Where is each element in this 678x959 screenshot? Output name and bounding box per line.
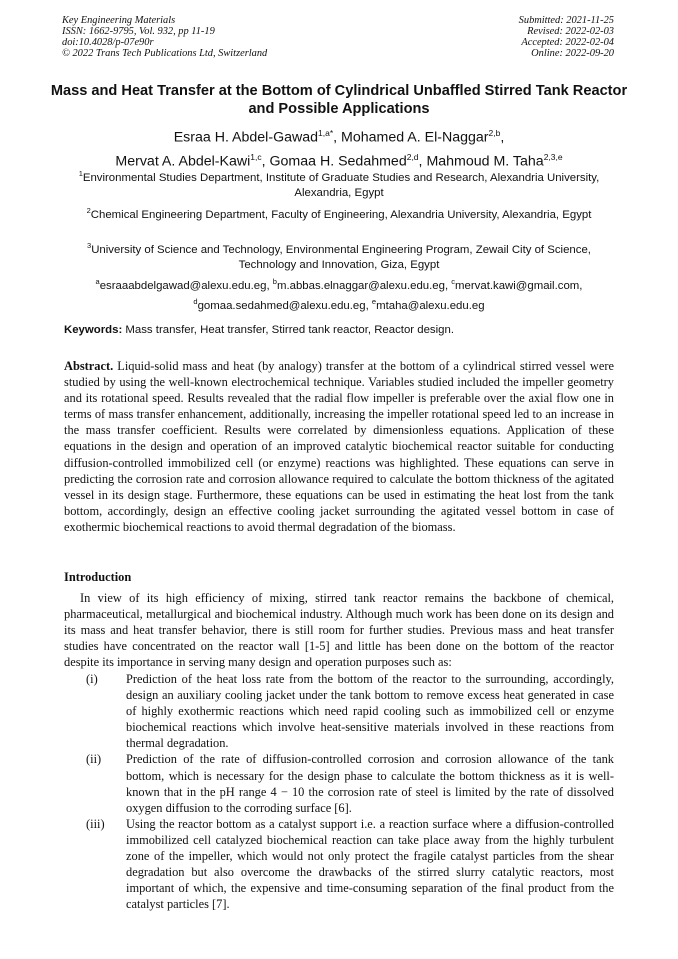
revised-date: Revised: 2022-02-03 [527,26,614,37]
author-name: Mahmoud M. Taha [426,153,544,170]
author-name: Mervat A. Abdel-Kawi [115,153,251,170]
author-sup: 2,d [406,152,419,163]
copyright-line: © 2022 Trans Tech Publications Ltd, Switzerland [62,48,268,59]
doi-line: doi:10.4028/p-07e90r [62,37,154,48]
keywords-label: Keywords: [64,324,123,336]
list-item-number: (iii) [86,816,105,831]
author-sup: 2,3,e [543,152,563,163]
journal-info [62,15,267,59]
accepted-date: Accepted: 2022-02-04 [521,37,614,48]
list-item-text: Prediction of the rate of diffusion-controlled corrosion and corrosion allowance of the tank bottom, which is necessary for the design phase to calculate the bottom thickness as it is well-known that in the pH range 4 − 10 the corrosion rate of steel is limited by the rate of dissolved oxygen diffusion to the corroding surface [6]. [126,752,614,815]
keywords [64,323,624,338]
author-sup: 1,c [250,152,262,163]
list-item-number: (i) [86,672,98,686]
list-item-text: Prediction of the heat loss rate from the bottom of the reactor to the surrounding, accordingly, design an auxiliary cooling jacket under the tank bottom to remove excess heat generated in case of highly exothermic reactions which need rapid cooling such as immobilized cell or enzyme biochemical reactions which involve heat-sensitive materials involved in these reactions from thermal degradation. [126,672,614,751]
section-heading-introduction: Introduction [64,570,132,584]
email-link[interactable]: mtaha@alexu.edu.eg [376,300,485,313]
dates-info [519,15,614,59]
author-name: Mohamed A. El-Naggar [341,129,489,146]
issn-line: ISSN: 1662-9795, Vol. 932, pp 11-19 [62,26,215,37]
keywords-text: Mass transfer, Heat transfer, Stirred tank reactor, Reactor design. [125,324,454,336]
application-list [64,671,614,912]
affiliation-1: $^1$Environmental Studies Department, Institute of Graduate Studies and Research, Alexandria University, Alexandria, Egypt [78,169,600,200]
list-item [64,671,614,751]
abstract-text: Liquid-solid mass and heat (by analogy) transfer at the bottom of a cylindrical stirred vessel were studied by using the well-known electrochemical technique. Variables studied included the impeller geometry and its rotational speed. Results revealed that the radial flow impeller is preferable over the axial flow one in terms of mass transfer enhancement, additionally, increasing the impeller rotational speed led to an increase in the mass transfer coefficient. Results were correlated by dimensionless equations. Application of these equations in the design and operation of an improved catalytic biochemical reactor suitable for conducting diffusion-controlled immobilized cell (or enzyme) reactions was highlighted. These equations can serve in predicting the corrosion rate and corrosion allowance required to calculate the bottom thickness of the agitated vessel in its design stage. Furthermore, these equations can be used in estimating the heat lost from the tank bottom, accordingly, design an effective cooling jacket surrounding the agitated vessel bottom in case of exothermic biochemical reactions to avoid thermal degradation of the biomass. [64,359,614,534]
list-item [64,816,614,913]
list-item [64,751,614,815]
affiliation-2: $^2$Chemical Engineering Department, Faculty of Engineering, Alexandria University, Alexandria, Egypt [86,206,592,221]
list-item-text: Using the reactor bottom as a catalyst support i.e. a reaction surface where a diffusion-controlled immobilized cell catalyzed biochemical reaction can take place away from the highly turbulent zone of the impeller, which would not only protect the fragile catalyst particles from the shear degradation but also overcome the drawbacks of the stirred slurry catalytic reactors, most important of which, the expensive and time-consuming separation of the final product from the catalyst particles [7]. [126,816,614,912]
journal-name: Key Engineering Materials [62,15,176,26]
affiliation-3: $^3$University of Science and Technology, Environmental Engineering Program, Zewail City of Science, Technology and Innovation, Giza, Egypt [87,241,591,272]
submitted-date: Submitted: 2021-11-25 [518,15,614,26]
author-sup: 2,b [488,128,501,138]
email-link[interactable]: gomaa.sedahmed@alexu.edu.eg [197,300,366,313]
author-name: Gomaa H. Sedahmed [269,153,407,170]
email-link[interactable]: mervat.kawi@gmail.com [455,279,580,292]
email-list: $^a$esraaabdelgawad@alexu.edu.eg, $^b$m.abbas.elnaggar@alexu.edu.eg, $^c$mervat.kawi@gmail.com, $^d$gomaa.sedahmed@alexu.edu.eg, $^e$mtaha@alexu.edu.eg [95,277,583,313]
abstract-label: Abstract. [64,359,114,373]
email-link[interactable]: m.abbas.elnaggar@alexu.edu.eg [276,279,445,292]
author-sup: 1,a* [318,128,334,138]
abstract [64,358,614,535]
paper-title: Mass and Heat Transfer at the Bottom of Cylindrical Unbaffled Stirred Tank Reactor and Possible Applications [50,83,628,117]
author-list: Esraa H. Abdel-Gawad$^{1,a*}$, Mohamed A. El-Naggar$^{2,b}$, Mervat A. Abdel-Kawi$^{1,c}$, Gomaa H. Sedahmed$^{2,d}$, Mahmoud M. Taha$^{2,3,e}$ [115,128,563,170]
introduction-paragraph: In view of its high efficiency of mixing, stirred tank reactor remains the backbone of chemical, pharmaceutical, metallurgical and biochemical industry. Although much work has been done on its design and its mass and heat transfer behavior, there is still room for further studies. Previous mass and heat transfer studies have concentrated on the reactor wall [1-5] and little has been done on the bottom of the reactor despite its importance in serving many design and operation purposes such as: [64,591,614,670]
author-name: Esraa H. Abdel-Gawad [173,129,319,146]
online-date: Online: 2022-09-20 [531,48,614,59]
email-link[interactable]: esraaabdelgawad@alexu.edu.eg [99,279,267,292]
list-item-number: (ii) [86,752,102,767]
